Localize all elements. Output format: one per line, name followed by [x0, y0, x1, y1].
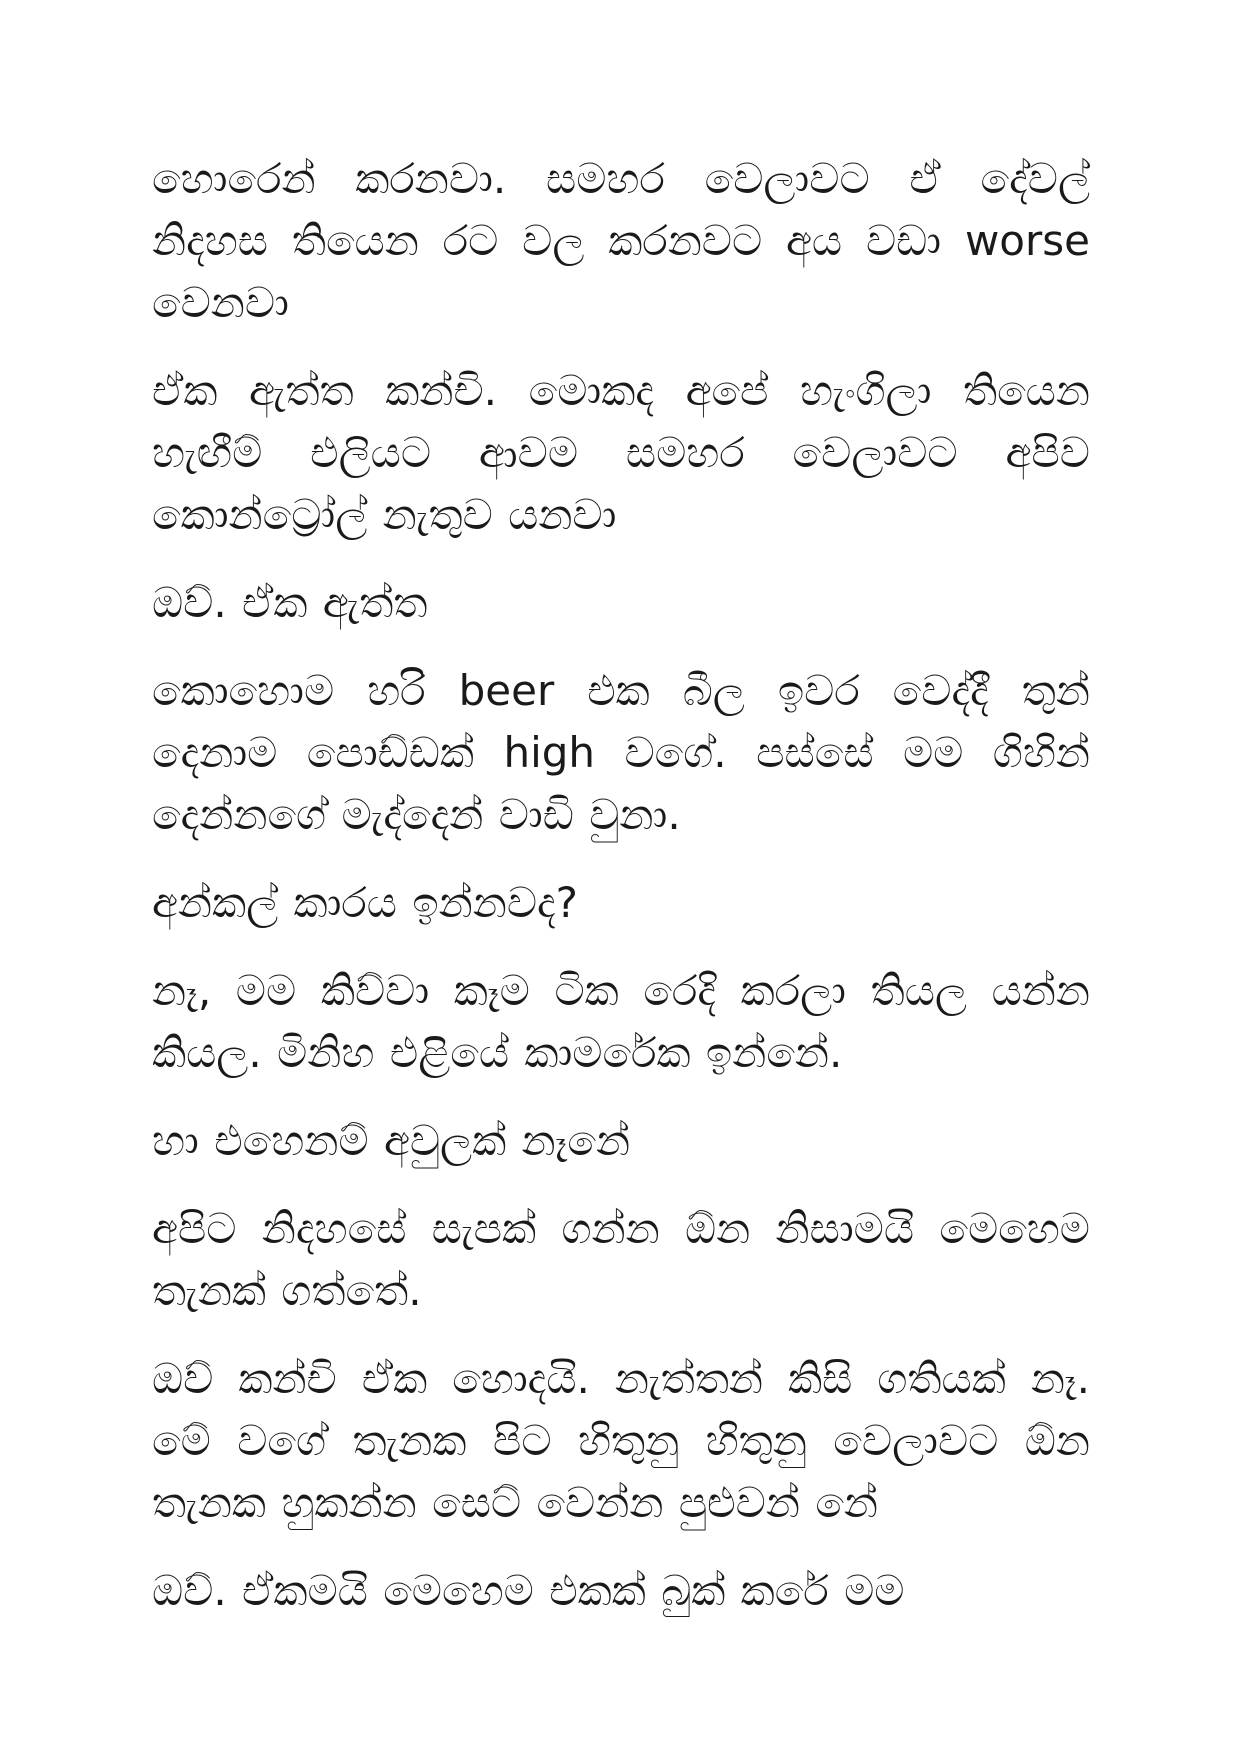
paragraph-2: ඒක ඇත්ත කන්චි. මොකද අපේ හැංගිලා තියෙන හැඟීම් එලියට ආවම සමහර වෙලාවට අපිව කොන්ට්‍රෝල් නැතුව යනවා — [152, 366, 1090, 539]
document-body — [152, 148, 1090, 1622]
paragraph-1: හොරෙන් කරනවා. සමහර වෙලාවට ඒ දේවල් නිදහස තියෙන රට වල කරනවට අය වඩා worse වෙනවා — [152, 154, 1090, 327]
paragraph-7: හා එහෙනම් අවුලක් නෑනේ — [152, 1116, 631, 1165]
paragraph-4: කොහොම හරි beer එක බීල ඉවර වෙද්දී තුන් දෙනාම පොඩ්ඩක් high වගේ. පස්සේ මම ගිහින් දෙන්නගේ මැද්දෙන් වාඩි වුනා. — [152, 666, 1090, 839]
paragraph-8: අපිට නිදහසේ සැපක් ගන්න ඕන නිසාමයි මෙහෙම තැනක් ගත්තේ. — [152, 1204, 1090, 1315]
paragraph-10: ඔව්. ඒකමයි මෙහෙම එකක් බුක් කරේ මම — [152, 1566, 905, 1615]
paragraph-6: නෑ, මම කිව්වා කෑම ටික රෙදි කරලා තියල යන්න කියල. මිනිහ එළියේ කාමරේක ඉන්නේ. — [152, 966, 1090, 1077]
paragraph-9: ඔව් කන්චි ඒක හොදයි. නැත්තන් කිසි ගතියක් නෑ. මේ වගේ තැනක පිට හිතුනු හිතුනු වෙලාවට ඕන තැනක හුකන්න සෙට් වෙන්න පුළුවන් නේ — [152, 1354, 1090, 1527]
paragraph-3: ඔව්. ඒක ඇත්ත — [152, 578, 428, 627]
paragraph-5: අන්කල් කාරය ඉන්නවද? — [152, 878, 578, 927]
